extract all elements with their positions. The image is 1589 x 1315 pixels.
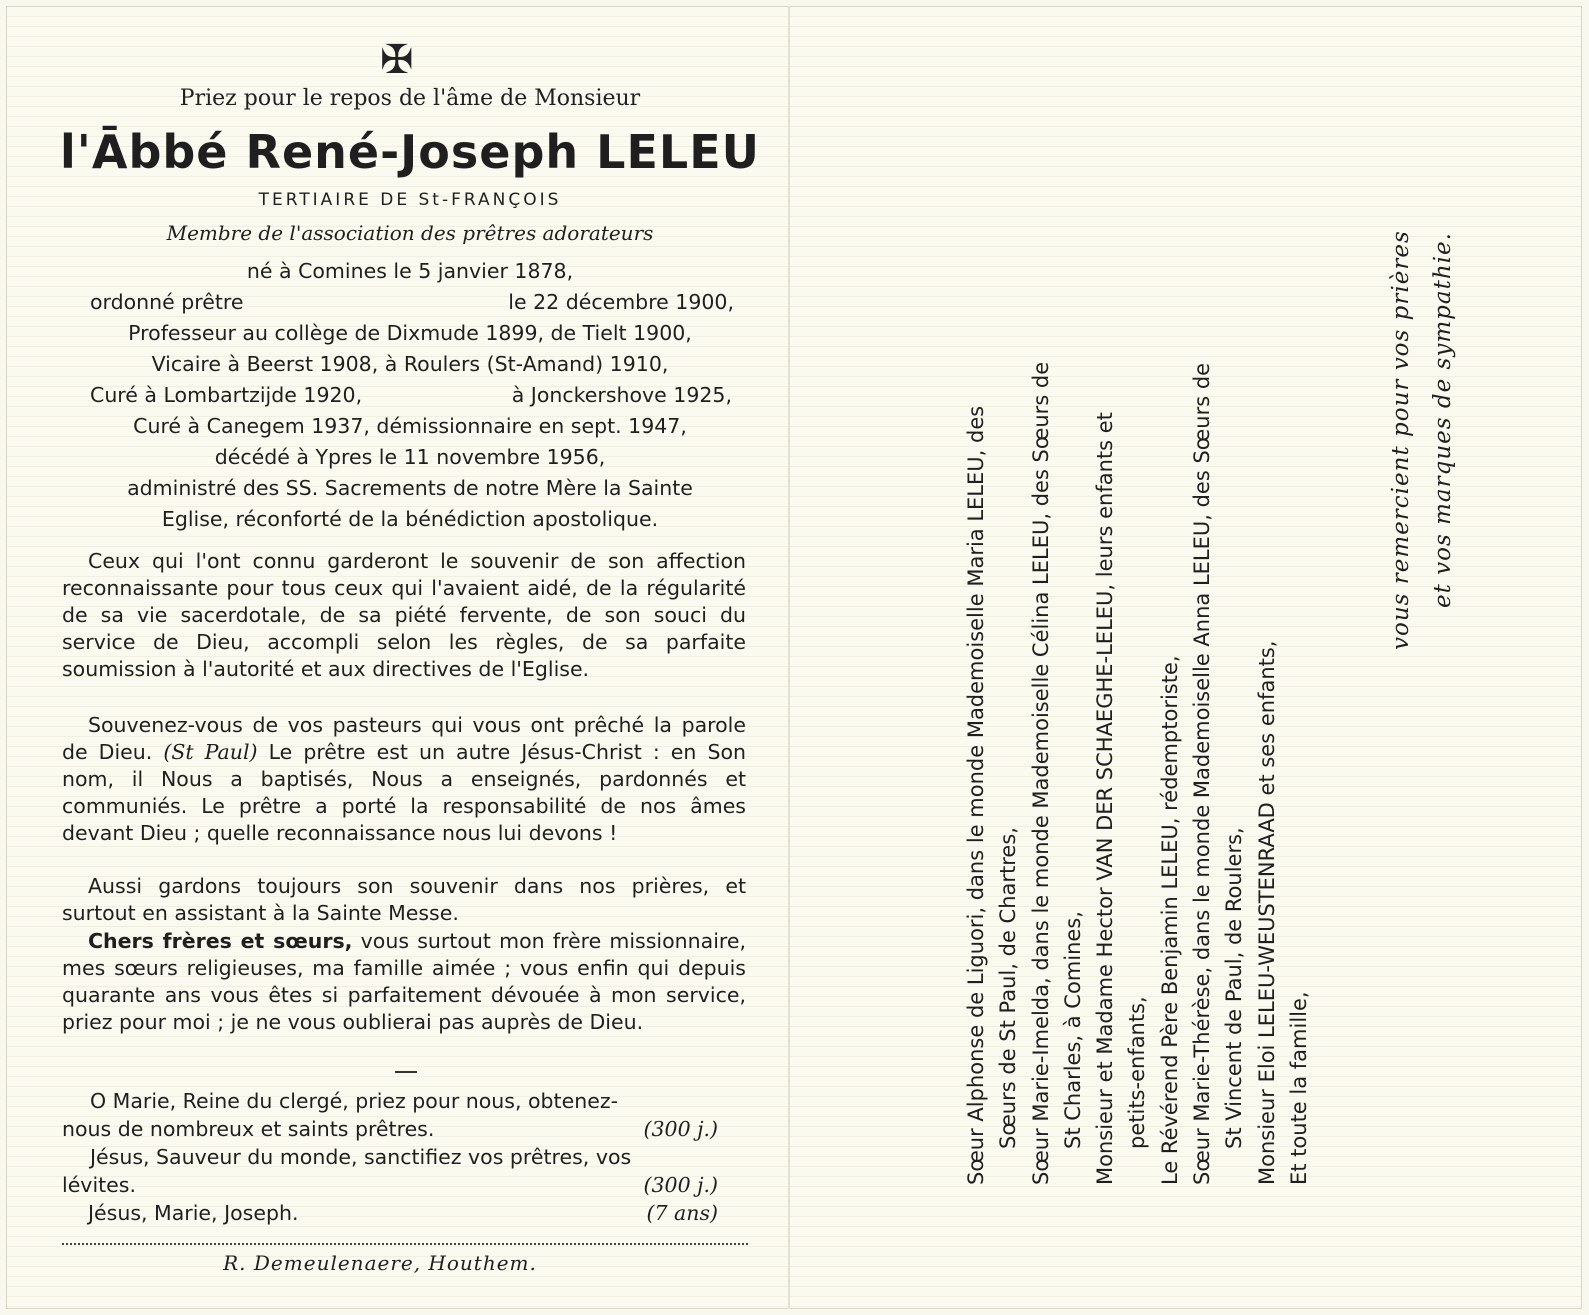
family-text: vous surtout mon frère missionnaire, mes sœurs religieuses, ma famille aimée ; vous enfin qui depuis quarante ans vous êtes si parfaitement dévouée à mon service, priez pour moi ; je ne vous oublierai pas auprès de Dieu. xyxy=(62,929,746,1034)
cure-lombartzijde: Curé à Lombartzijde 1920, xyxy=(90,383,363,407)
died-line: décédé à Ypres le 11 novembre 1956, xyxy=(214,445,606,469)
paragraph-prayers: Aussi gardons toujours son souvenir dans nos prières, et surtout en assistant à la Sainte Messe. xyxy=(62,874,746,925)
st-paul-reference: (St Paul) xyxy=(163,740,258,764)
ordained-label: ordonné prêtre xyxy=(90,290,244,314)
deceased-name: l'Ābbé René-Joseph LELEU xyxy=(60,125,760,179)
dotted-line xyxy=(62,1243,748,1245)
cure-line-1 xyxy=(60,380,760,411)
family-entry-3-line-1: Monsieur et Madame Hector VAN DER SCHAEGHE-LELEU, leurs enfants et xyxy=(1093,412,1118,1185)
paragraph-pastors xyxy=(62,712,746,847)
prayer-3-indulgence: (7 ans) xyxy=(646,1201,718,1225)
family-entry-2-line-2: St Charles, à Comines, xyxy=(1060,911,1085,1149)
prayer-3-text: Jésus, Marie, Joseph. xyxy=(88,1201,299,1225)
family-entry-7: Et toute la famille, xyxy=(1286,991,1311,1185)
family-entry-5-line-1: Sœur Marie-Thérèse, dans le monde Mademoiselle Anna LELEU, des Sœurs de xyxy=(1190,362,1215,1185)
vicar-line: Vicaire à Beerst 1908, à Roulers (St-Amand) 1910, xyxy=(151,352,669,376)
family-list xyxy=(960,185,1315,1185)
family-entry-4: Le Révérend Père Benjamin LELEU, rédemptoriste, xyxy=(1157,655,1182,1185)
pastors-text-b: Le prêtre est un autre Jésus-Christ : en Son nom, il Nous a baptisés, Nous a enseignés, pardonnés et communiés. Le prêtre a porté la responsabilité de nos âmes devant Dieu ; quelle reconnaissance nous lui devons ! xyxy=(62,740,746,845)
card-fold xyxy=(788,6,790,1309)
family-entry-6: Monsieur Eloi LELEU-WEUSTENRAAD et ses enfants, xyxy=(1254,640,1279,1185)
cure-jonckershove: à Jonckershove 1925, xyxy=(511,383,732,407)
family-salutation: Chers frères et sœurs, xyxy=(88,929,353,953)
prayer-2-line-2 xyxy=(62,1171,746,1199)
ordained-date: le 22 décembre 1900, xyxy=(508,290,734,314)
cross-icon: ✠ xyxy=(380,37,414,83)
separator xyxy=(395,1071,417,1073)
pastors-text-a: Souvenez-vous de vos pasteurs qui vous ont prêché la parole de Dieu. xyxy=(62,713,746,764)
family-entry-1-line-1: Sœur Alphonse de Liguori, dans le monde Mademoiselle Maria LELEU, des xyxy=(964,405,988,1185)
thanks-line-1: vous remercient pour vos prières xyxy=(1388,230,1414,650)
prayer-2-indulgence: (300 j.) xyxy=(643,1173,718,1197)
pray-line: Priez pour le repos de l'âme de Monsieur xyxy=(179,86,641,111)
prayer-3 xyxy=(62,1199,746,1227)
member-line: Membre de l'association des prêtres adorateurs xyxy=(166,221,654,245)
family-entry-1-line-2: Sœurs de St Paul, de Chartres, xyxy=(996,827,1021,1149)
prayer-1-line-1: O Marie, Reine du clergé, priez pour nous, obtenez- xyxy=(90,1089,618,1113)
admin-line: administré des SS. Sacrements de notre Mère la Sainte xyxy=(127,476,693,500)
paragraph-remembrance: Ceux qui l'ont connu garderont le souvenir de son affection reconnaissante pour tous ceux qui l'avaient aidé, de la régularité de sa vie sacerdotale, de sa piété fervente, de son souci du service de Dieu, accompli selon les règles, de sa parfaite soumission à l'autorité et aux directives de l'Eglise. xyxy=(62,549,746,681)
thanks-note xyxy=(1380,110,1464,650)
prayer-2-text: lévites. xyxy=(62,1173,136,1197)
prayer-1-line-2 xyxy=(62,1115,746,1143)
prayer-2-line-1: Jésus, Sauveur du monde, sanctifiez vos prêtres, vos xyxy=(90,1145,632,1169)
tertiary-line: TERTIAIRE DE St-FRANÇOIS xyxy=(258,190,562,210)
short-prayers xyxy=(62,1087,746,1227)
church-line: Eglise, réconforté de la bénédiction apostolique. xyxy=(161,507,659,531)
printer-credit: R. Demeulenaere, Houthem. xyxy=(223,1251,537,1275)
thanks-line-2: et vos marques de sympathie. xyxy=(1430,232,1456,608)
prayer-1-text: nous de nombreux et saints prêtres. xyxy=(62,1117,435,1141)
born-line: né à Comines le 5 janvier 1878, xyxy=(246,259,574,283)
family-entry-5-line-2: St Vincent de Paul, de Roulers, xyxy=(1222,827,1247,1149)
prayer-1-indulgence: (300 j.) xyxy=(643,1117,718,1141)
paragraph-family xyxy=(62,928,746,1036)
family-entry-2-line-1: Sœur Marie-Imelda, dans le monde Mademoiselle Célina LELEU, des Sœurs de xyxy=(1028,361,1053,1185)
ordained-line xyxy=(60,287,760,318)
cure-line-2: Curé à Canegem 1937, démissionnaire en sept. 1947, xyxy=(133,414,687,438)
biography xyxy=(60,256,760,535)
professor-line: Professeur au collège de Dixmude 1899, de Tielt 1900, xyxy=(128,321,692,345)
family-entry-3-line-2: petits-enfants, xyxy=(1125,996,1150,1149)
